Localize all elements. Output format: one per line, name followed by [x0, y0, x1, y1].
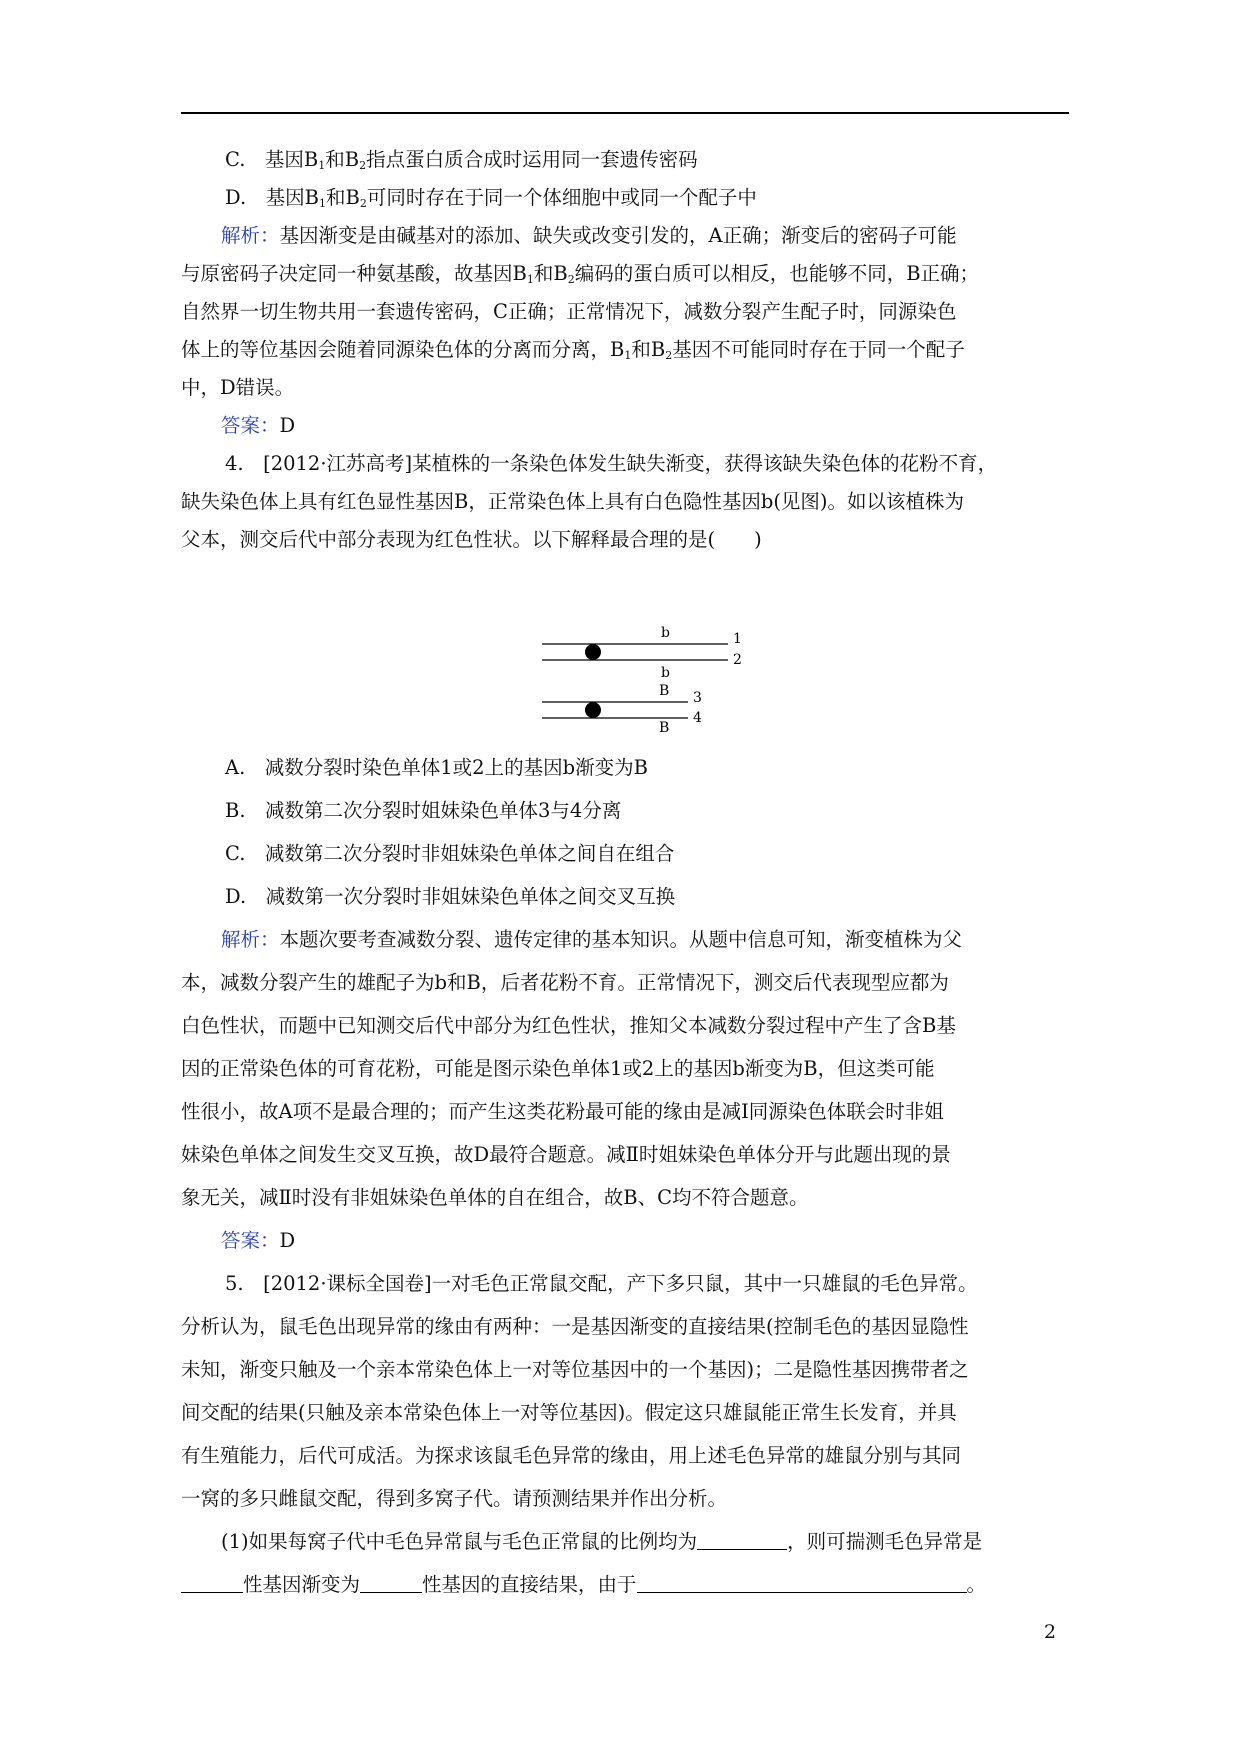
chromatid-label-2: 2: [733, 652, 742, 668]
question-4-line-2: 缺失染色体上具有红色显性基因B，正常染色体上具有白色隐性基因b(见图)。如以该植株为: [181, 490, 965, 513]
chromatid-label-3: 3: [693, 690, 702, 706]
analysis-4-line-1: 解析：本题次要考查减数分裂、遗传定律的基本知识。从题中信息可知，渐变植株为父: [221, 928, 963, 951]
question-5-line-5: 有生殖能力，后代可成活。为探求该鼠毛色异常的缘由，用上述毛色异常的雄鼠分别与其同: [181, 1444, 962, 1467]
gene-B-label-3: B: [659, 683, 670, 699]
question-5-line-2: 分析认为，鼠毛色出现异常的缘由有两种：一是基因渐变的直接结果(控制毛色的基因显隐性: [181, 1315, 969, 1338]
gene-type-blank-1[interactable]: [181, 1574, 243, 1593]
analysis-3-line-1: 解析：基因渐变是由碱基对的添加、缺失或改变引发的，A正确；渐变后的密码子可能: [221, 224, 957, 247]
option-4c: C. 减数第二次分裂时非姐妹染色单体之间自在组合: [225, 842, 675, 865]
analysis-label: 解析：: [221, 224, 280, 247]
answer-3: 答案：D: [221, 414, 296, 437]
analysis-4-line-2: 本，减数分裂产生的雄配子为b和B，后者花粉不育。正常情况下，测交后代表现型应都为: [181, 971, 949, 994]
analysis-4-line-7: 象无关，减Ⅱ时没有非姐妹染色单体的自在组合，故B、C均不符合题意。: [181, 1186, 809, 1209]
centromere-bottom: [585, 702, 601, 718]
reason-blank[interactable]: [637, 1574, 967, 1593]
question-4-line-1: 4. [2012·江苏高考]某植株的一条染色体发生缺失渐变，获得该缺失染色体的花粉不育，: [225, 452, 998, 475]
question-5-line-6: 一窝的多只雌鼠交配，得到多窝子代。请预测结果并作出分析。: [181, 1487, 728, 1510]
header-rule: [181, 112, 1069, 114]
analysis-3-line-3: 自然界一切生物共用一套遗传密码，C正确；正常情况下，减数分裂产生配子时，同源染色: [181, 300, 957, 323]
gene-type-blank-2[interactable]: [360, 1574, 422, 1593]
analysis-4-line-3: 白色性状，而题中已知测交后代中部分为红色性状，推知父本减数分裂过程中产生了含B基: [181, 1014, 956, 1037]
question-5-line-3: 未知，渐变只触及一个亲本常染色体上一对等位基因中的一个基因)；二是隐性基因携带者之: [181, 1358, 969, 1381]
option-4b: B. 减数第二次分裂时姐妹染色单体3与4分离: [225, 799, 622, 822]
gene-B-label-4: B: [659, 720, 670, 734]
chromatid-label-1: 1: [733, 631, 742, 647]
analysis-4-line-6: 妹染色单体之间发生交叉互换，故D最符合题意。减Ⅱ时姐妹染色单体分开与此题出现的景: [181, 1143, 951, 1166]
question-5-line-1: 5. [2012·课标全国卷]一对毛色正常鼠交配，产下多只鼠，其中一只雄鼠的毛色异常。: [225, 1272, 978, 1295]
option-4d: D. 减数第一次分裂时非姐妹染色单体之间交叉互换: [225, 885, 676, 908]
page-number: 2: [1044, 1621, 1057, 1643]
answer-4: 答案：D: [221, 1229, 296, 1252]
analysis-4-line-5: 性很小，故A项不是最合理的；而产生这类花粉最可能的缘由是减Ⅰ同源染色体联会时非姐: [181, 1100, 944, 1123]
analysis-3-line-5: 中，D错误。: [181, 376, 295, 399]
question-5-line-4: 间交配的结果(只触及亲本常染色体上一对等位基因)。假定这只雄鼠能正常生长发育，并具: [181, 1401, 957, 1424]
gene-b-label-2: b: [661, 665, 670, 681]
gene-b-label-1: b: [661, 625, 670, 641]
analysis-3-line-2: 与原密码子决定同一种氨基酸，故基因$B_1$和$B_2$编码的蛋白质可以相反，也能够不同，B正确；: [181, 262, 980, 286]
chromosome-figure: [540, 622, 760, 734]
analysis-4-line-4: 因的正常染色体的可育花粉，可能是图示染色单体1或2上的基因b渐变为B，但这类可能: [181, 1057, 935, 1080]
centromere-top: [585, 644, 601, 660]
question-4-line-3: 父本，测交后代中部分表现为红色性状。以下解释最合理的是( ): [181, 528, 762, 551]
ratio-answer-blank[interactable]: [697, 1531, 787, 1550]
chromatid-label-4: 4: [693, 710, 702, 726]
analysis-3-line-4: 体上的等位基因会随着同源染色体的分离而分离，$B_1$和$B_2$基因不可能同时存在于同一个配子: [181, 338, 965, 362]
answer-label: 答案：: [221, 414, 280, 437]
analysis-label: 解析：: [221, 928, 280, 951]
answer-label: 答案：: [221, 1229, 280, 1252]
question-5-part-1-cont: 性基因渐变为 性基因的直接结果，由于 。: [181, 1571, 1081, 1599]
option-c-genes: C. 基因$B_1$和$B_2$指点蛋白质合成时运用同一套遗传密码: [225, 148, 698, 172]
question-5-part-1: (1)如果每窝子代中毛色异常鼠与毛色正常鼠的比例均为 ，则可揣测毛色异常是: [221, 1530, 983, 1553]
option-d-genes: D. 基因$B_1$和$B_2$可同时存在于同一个体细胞中或同一个配子中: [225, 186, 757, 210]
option-4a: A. 减数分裂时染色单体1或2上的基因b渐变为B: [225, 756, 648, 779]
